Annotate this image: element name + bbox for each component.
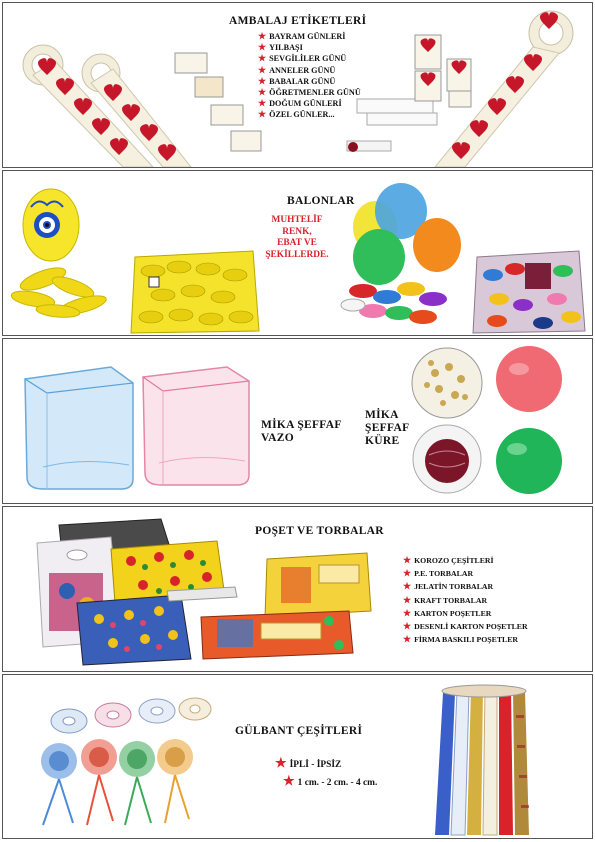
list-item: ★ KRAFT TORBALAR bbox=[403, 594, 488, 605]
list-item: ★ BABALAR GÜNÜ bbox=[258, 75, 336, 86]
list-item: ★ ANNELER GÜNÜ bbox=[258, 64, 336, 75]
section-title: BALONLAR bbox=[287, 195, 355, 207]
list-item: ★ İPLİ - İPSİZ bbox=[275, 755, 342, 770]
star-icon: ★ bbox=[403, 594, 412, 605]
star-icon: ★ bbox=[258, 53, 267, 64]
ribbon-options bbox=[275, 755, 377, 791]
star-icon: ★ bbox=[258, 109, 267, 120]
list-item: ★ ÖZEL GÜNLER... bbox=[258, 109, 335, 120]
list-item: ★ 1 cm. - 2 cm. - 4 cm. bbox=[283, 773, 378, 788]
balloon-description: MUHTELİF RENK, EBAT VE ŞEKİLLERDE. bbox=[265, 215, 329, 260]
list-item: ★ SEVGİLİLER GÜNÜ bbox=[258, 53, 347, 64]
star-icon: ★ bbox=[403, 568, 412, 579]
list-item: ★ YILBAŞI bbox=[258, 42, 303, 53]
section-balonlar bbox=[2, 170, 593, 336]
star-icon: ★ bbox=[258, 98, 267, 109]
section-title: GÜLBANT ÇEŞİTLERİ bbox=[235, 725, 363, 737]
vase-title: MİKA ŞEFFAF VAZO bbox=[261, 419, 342, 444]
list-item: ★ ÖĞRETMENLER GÜNÜ bbox=[258, 87, 361, 98]
star-icon: ★ bbox=[403, 581, 412, 592]
section-mika-seffaf bbox=[2, 338, 593, 504]
star-icon: ★ bbox=[258, 75, 267, 86]
star-icon: ★ bbox=[283, 773, 295, 788]
list-item: ★ FİRMA BASKILI POŞETLER bbox=[403, 634, 519, 645]
section-title: AMBALAJ ETİKETLERİ bbox=[229, 15, 367, 27]
section-ambalaj-etiketleri bbox=[2, 2, 593, 168]
star-icon: ★ bbox=[258, 31, 267, 41]
section-poset-ve-torbalar bbox=[2, 506, 593, 672]
star-icon: ★ bbox=[275, 755, 287, 770]
star-icon: ★ bbox=[258, 87, 267, 98]
section-gulbant-cesitleri bbox=[2, 674, 593, 839]
star-icon: ★ bbox=[258, 64, 267, 75]
occasion-list bbox=[258, 31, 361, 121]
sphere-title: MİKA ŞEFFAF KÜRE bbox=[365, 409, 410, 447]
section-title: POŞET VE TORBALAR bbox=[255, 525, 384, 537]
list-item: ★ DESENLİ KARTON POŞETLER bbox=[403, 621, 528, 632]
star-icon: ★ bbox=[403, 621, 412, 632]
list-item: ★ BAYRAM GÜNLERİ bbox=[258, 31, 346, 41]
star-icon: ★ bbox=[403, 607, 412, 618]
bag-types-list bbox=[403, 554, 528, 646]
list-item: ★ KOROZO ÇEŞİTLERİ bbox=[403, 555, 494, 565]
list-item: ★ DOĞUM GÜNLERİ bbox=[258, 98, 342, 109]
list-item: ★ KARTON POŞETLER bbox=[403, 607, 492, 618]
star-icon: ★ bbox=[403, 555, 412, 565]
star-icon: ★ bbox=[403, 634, 412, 645]
list-item: ★ JELATİN TORBALAR bbox=[403, 581, 494, 592]
list-item: ★ P.E. TORBALAR bbox=[403, 568, 474, 579]
star-icon: ★ bbox=[258, 42, 267, 53]
